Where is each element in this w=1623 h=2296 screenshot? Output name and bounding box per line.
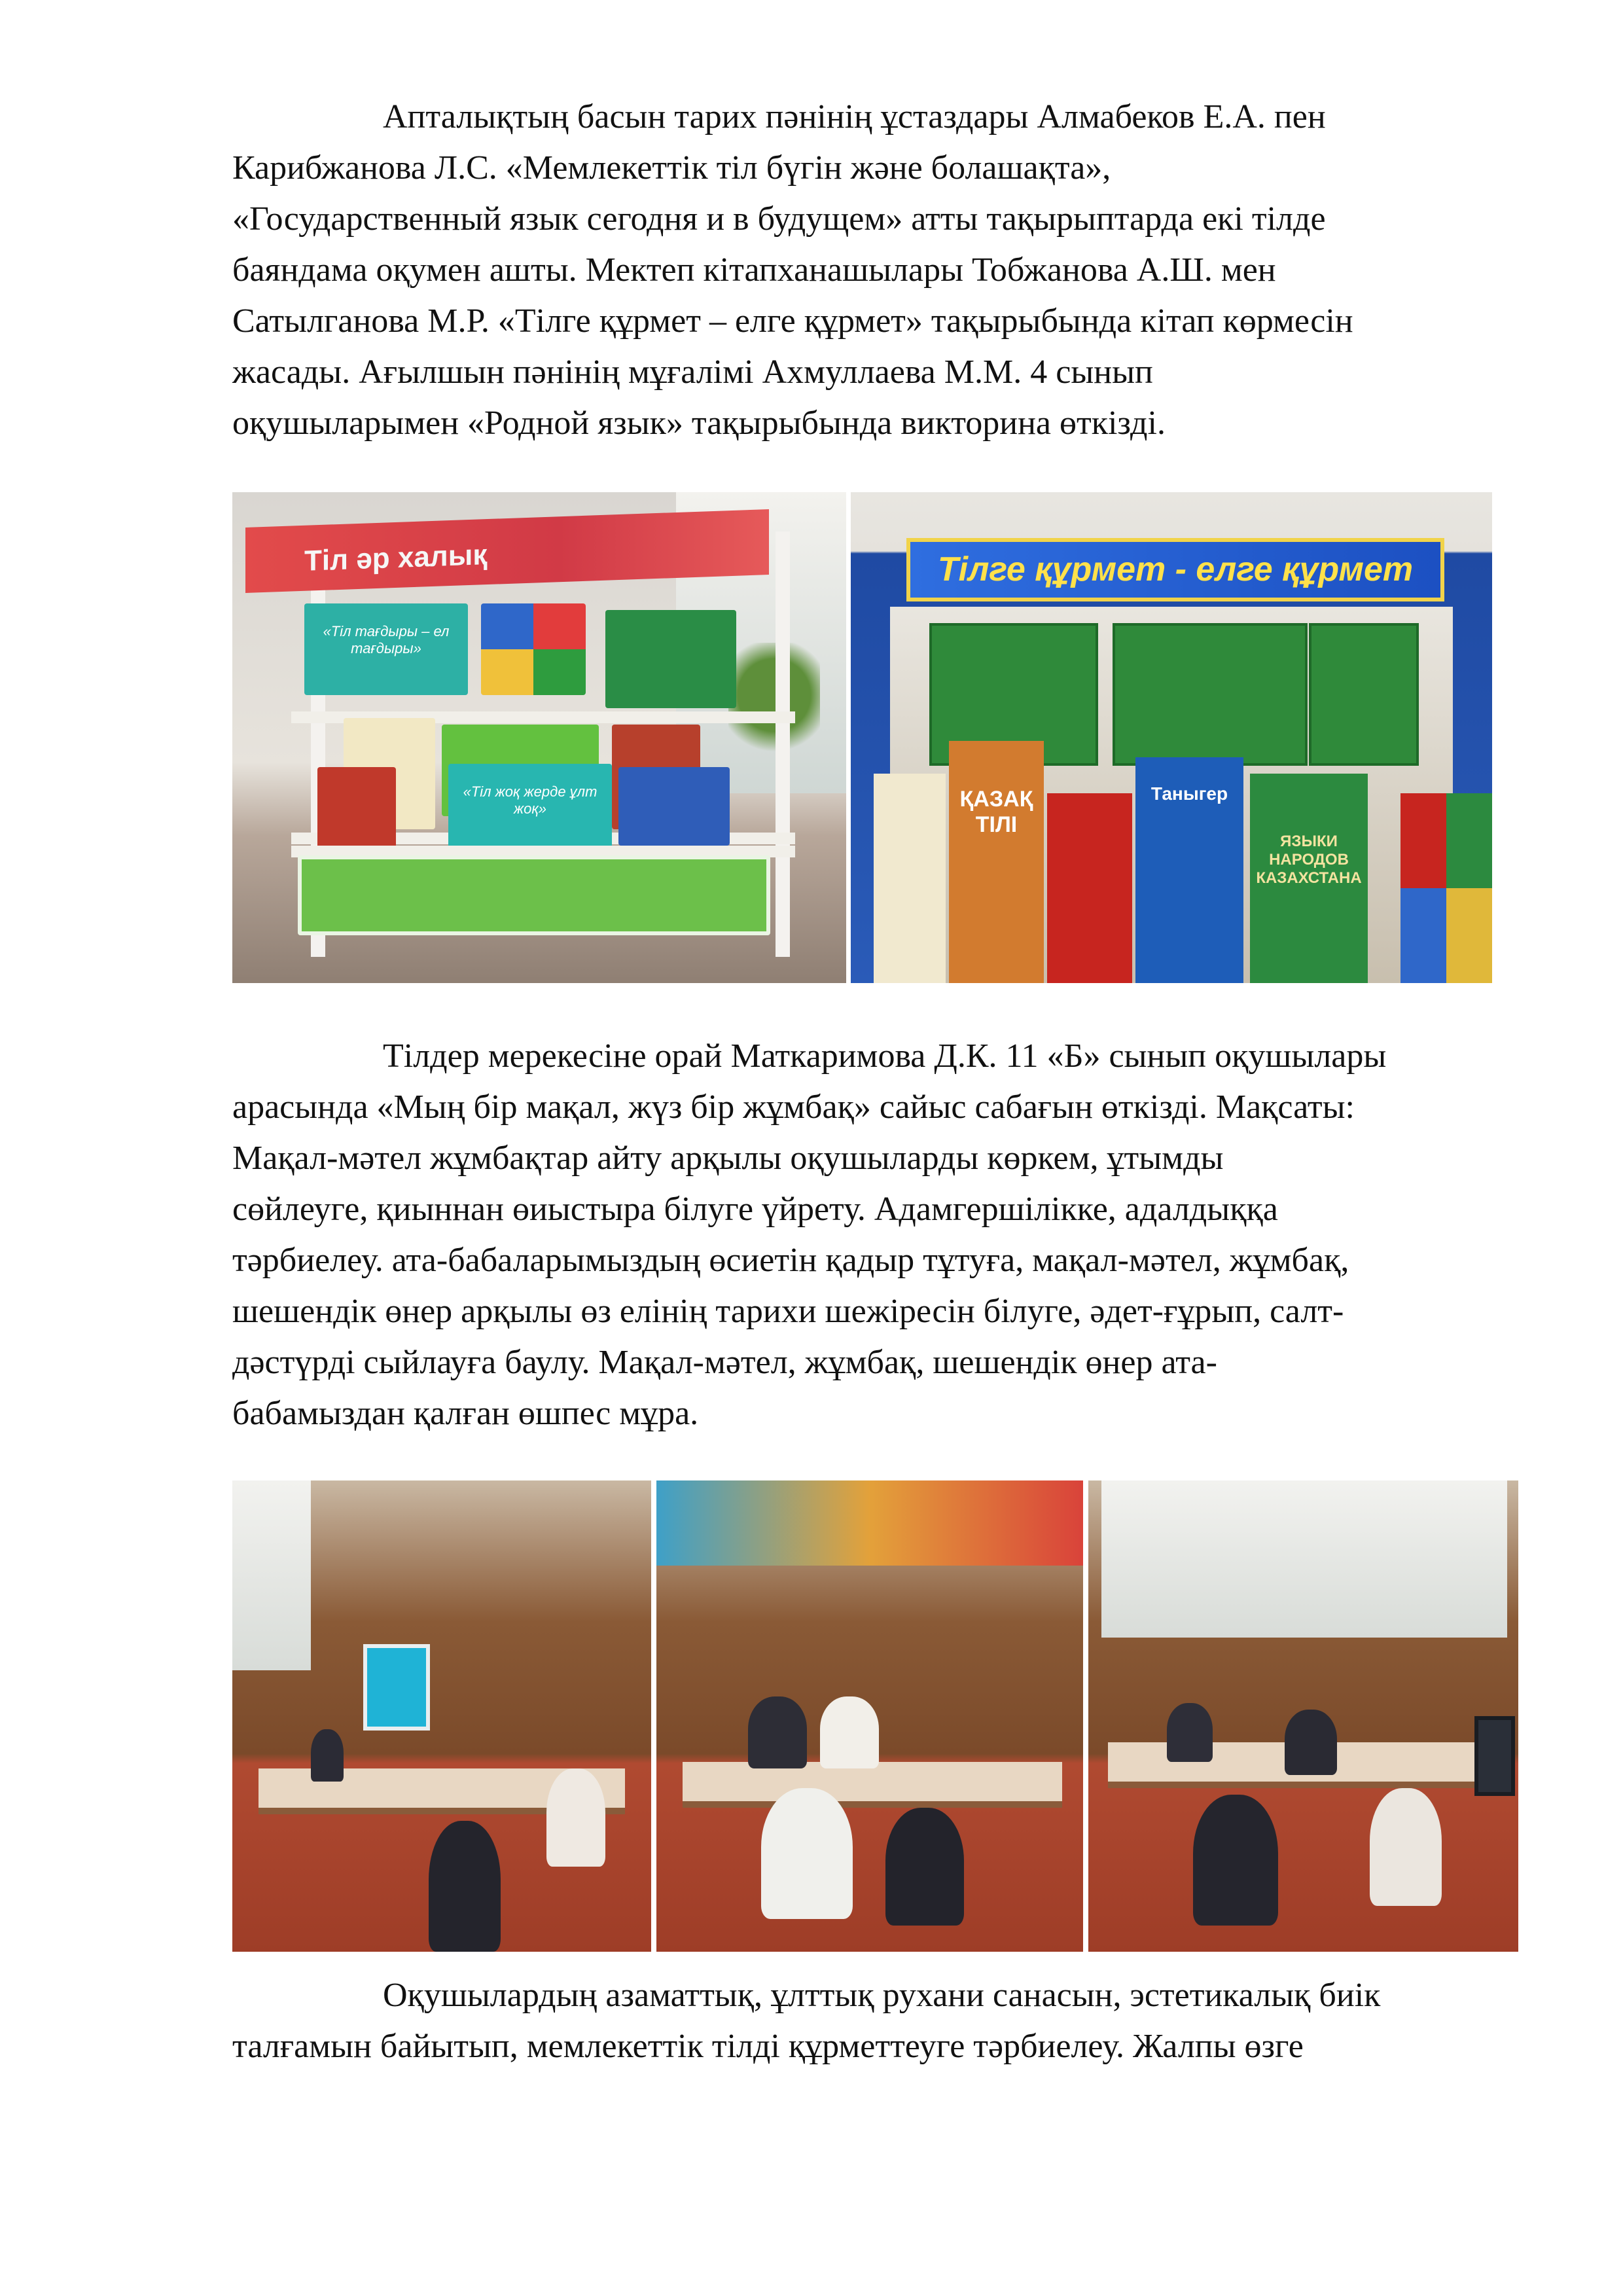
student xyxy=(546,1768,605,1867)
student xyxy=(761,1788,853,1919)
quote-card-text: «Тіл жоқ жерде ұлт жоқ» xyxy=(463,783,597,817)
text-line: Оқушылардың азаматтық, ұлттық рухани санасын, эстетикалық биік xyxy=(383,1977,1381,2014)
student xyxy=(885,1808,964,1926)
text-line: Сатылганова М.Р. «Тілге құрмет – елге құрмет» тақырыбында кітап көрмесін xyxy=(232,302,1353,340)
showcase-photo xyxy=(851,492,1492,983)
book-cover xyxy=(481,603,586,695)
book-title: Таныгер xyxy=(1150,783,1228,804)
book xyxy=(1047,793,1132,983)
text-line: тәрбиелеу. ата-бабаларымыздың өсиетін қадыр тұтуға, мақал-мәтел, жұмбақ, xyxy=(232,1242,1349,1279)
text-line: баяндама оқумен ашты. Мектеп кітапханашылары Тобжанова А.Ш. мен xyxy=(232,251,1276,289)
wall-posters xyxy=(656,1480,1083,1566)
text-line: сөйлеуге, қиыннан өиыстыра білуге үйрету. Адамгершілікке, адалдыққа xyxy=(232,1191,1278,1228)
quote-banner xyxy=(298,855,770,935)
text-line: талғамын байытып, мемлекеттік тілді құрметтеуге тәрбиелеу. Жалпы өзге xyxy=(232,2028,1304,2065)
text-line: арасында «Мың бір мақал, жүз бір жұмбақ» сайыс сабағын өткізді. Мақсаты: xyxy=(232,1088,1355,1126)
book-title: ҚАЗАҚ ТІЛІ xyxy=(959,787,1033,837)
showcase-banner xyxy=(906,538,1444,601)
text-line: шешендік өнер арқылы өз елінің тарихи шежіресін білуге, әдет-ғұрып, салт- xyxy=(232,1293,1344,1330)
text-line: дәстүрді сыйлауға баулу. Мақал-мәтел, жұмбақ, шешендік өнер ата- xyxy=(232,1344,1217,1381)
text-line: Апталықтың басын тарих пәнінің ұстаздары Алмабеков Е.А. пен xyxy=(383,98,1326,135)
student xyxy=(1370,1788,1442,1906)
student xyxy=(1285,1710,1337,1775)
student xyxy=(1167,1703,1213,1762)
text-line: жасады. Ағылшын пәнінің мұғалімі Ахмуллаева М.М. 4 сынып xyxy=(232,353,1153,391)
book-stand-photo xyxy=(232,492,846,983)
student xyxy=(1193,1795,1278,1926)
student xyxy=(429,1821,501,1952)
paragraph-contest xyxy=(232,1031,1518,1439)
poster xyxy=(1309,623,1419,766)
text-line: Мақал-мәтел жұмбақтар айту арқылы оқушыларды көркем, ұтымды xyxy=(232,1139,1224,1177)
showcase-banner-title: Тілге құрмет - елге құрмет xyxy=(937,550,1414,588)
projector-screen xyxy=(363,1644,430,1731)
text-line: Карибжанова Л.С. «Мемлекеттік тіл бүгін және болашақта», xyxy=(232,149,1111,187)
student xyxy=(820,1696,879,1768)
classroom-photo xyxy=(1088,1480,1518,1952)
photo-row-classroom xyxy=(232,1480,1518,1952)
quote-card xyxy=(304,603,468,695)
poster xyxy=(1113,623,1308,766)
text-line: бабамыздан қалған өшпес мұра. xyxy=(232,1395,699,1432)
windows xyxy=(1101,1480,1507,1638)
book-cover xyxy=(605,610,736,708)
quote-card xyxy=(448,764,612,849)
paragraph-conclusion xyxy=(232,1970,1518,2072)
book xyxy=(1135,757,1243,983)
text-line: Тілдер мерекесіне орай Маткаримова Д.К. 11 «Б» сынып оқушылары xyxy=(383,1037,1387,1075)
monitor xyxy=(1474,1716,1515,1796)
window xyxy=(232,1480,311,1670)
student xyxy=(748,1696,807,1768)
book-cover xyxy=(618,767,730,846)
photo-row-exhibition xyxy=(232,492,1492,983)
student xyxy=(311,1729,344,1782)
book xyxy=(874,774,946,983)
plant xyxy=(728,643,820,774)
paragraph-intro xyxy=(232,92,1518,449)
book xyxy=(949,741,1044,983)
classroom-photo xyxy=(232,1480,651,1952)
stand-post xyxy=(776,531,790,957)
book-title: ЯЗЫКИ НАРОДОВ КАЗАХСТАНА xyxy=(1256,833,1362,887)
classroom-photo xyxy=(656,1480,1083,1952)
desk xyxy=(683,1762,1062,1808)
quote-card-text: «Тіл тағдыры – ел тағдыры» xyxy=(323,623,450,656)
text-line: «Государственный язык сегодня и в будущем» атты тақырыптарда екі тілде xyxy=(232,200,1326,238)
book xyxy=(1400,793,1492,983)
stand-banner-title: Тіл әр халық xyxy=(304,539,488,577)
text-line: оқушыларымен «Родной язык» тақырыбында викторина өткізді. xyxy=(232,404,1166,442)
book xyxy=(1250,774,1368,983)
